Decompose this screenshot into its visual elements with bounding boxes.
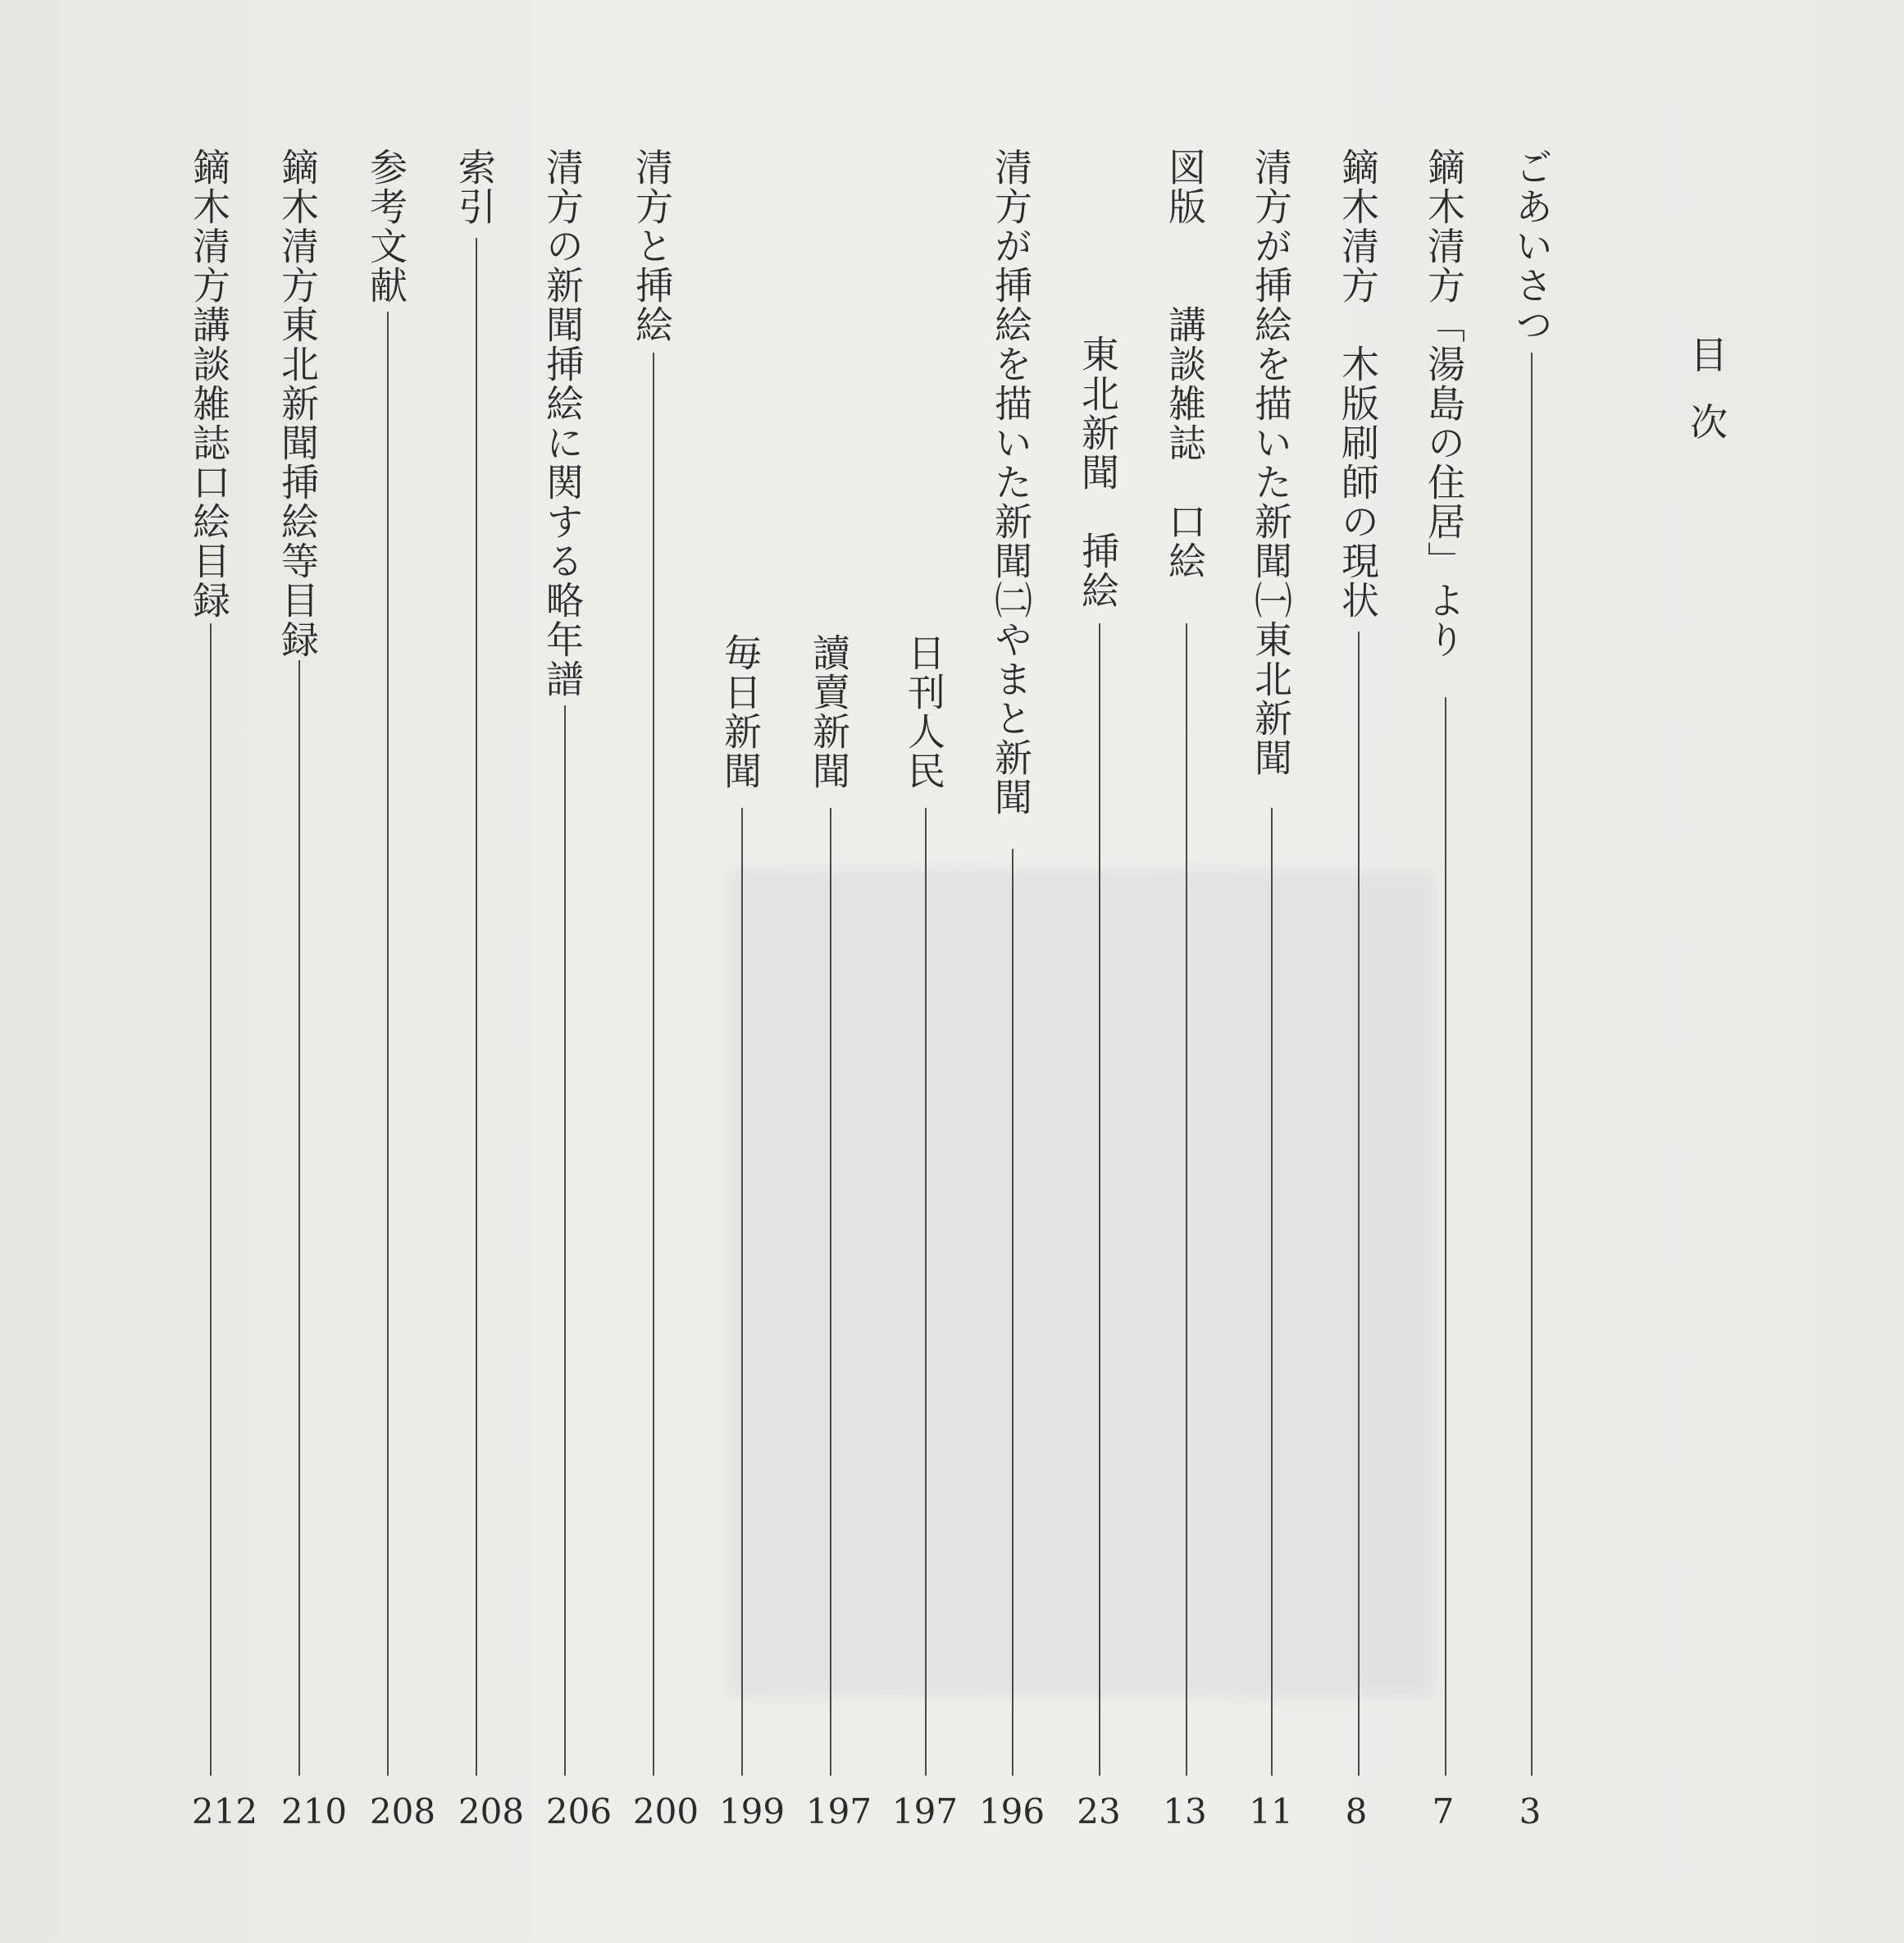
toc-entry-title: 清方が挿絵を描いた新聞㈡やまと新聞 xyxy=(989,148,1033,817)
toc-page-number: 8 xyxy=(1345,1791,1368,1831)
toc-page-number: 199 xyxy=(718,1791,786,1831)
toc-leader-line xyxy=(830,808,831,1776)
toc-page-number: 210 xyxy=(280,1791,348,1831)
toc-page-number: 3 xyxy=(1519,1791,1542,1831)
toc-entry-title: 鏑木清方 木版刷師の現状 xyxy=(1336,148,1380,620)
toc-page-number: 212 xyxy=(191,1791,258,1831)
toc-leader-line xyxy=(1012,849,1013,1776)
toc-entry-title: 鏑木清方講談雑誌口絵目録 xyxy=(187,148,231,620)
toc-entry-title: 清方と挿絵 xyxy=(630,148,674,344)
toc-leader-line xyxy=(298,660,300,1776)
toc-leader-line xyxy=(1271,808,1273,1776)
toc-page-number: 206 xyxy=(545,1791,613,1831)
toc-page-number: 23 xyxy=(1077,1791,1121,1831)
toc-leader-line xyxy=(387,312,389,1776)
toc-title xyxy=(1683,333,1735,445)
toc-leader-line xyxy=(1531,353,1533,1776)
toc-leader-line xyxy=(741,808,743,1776)
toc-entry-title: 索引 xyxy=(453,148,497,226)
toc-page-number: 197 xyxy=(805,1791,872,1831)
toc-page-number: 197 xyxy=(891,1791,959,1831)
toc-leader-line xyxy=(1099,623,1100,1776)
toc-entry-title: 讀賣新聞 xyxy=(807,633,851,791)
toc-page-number: 196 xyxy=(978,1791,1045,1831)
toc-entry-title: 鏑木清方東北新聞挿絵等目録 xyxy=(276,148,320,659)
toc-entry-title: 参考文献 xyxy=(364,148,408,305)
toc-leader-line xyxy=(1186,623,1187,1776)
toc-page-number: 208 xyxy=(369,1791,436,1831)
toc-entry-title: 東北新聞 挿絵 xyxy=(1076,335,1120,610)
toc-page-number: 208 xyxy=(458,1791,525,1831)
toc-page-number: 13 xyxy=(1163,1791,1207,1831)
toc-leader-line xyxy=(1445,697,1446,1776)
toc-entry-title: 清方の新聞挿絵に関する略年譜 xyxy=(540,148,585,699)
toc-leader-line xyxy=(1358,632,1360,1776)
toc-entry-title: 鏑木清方「湯島の住居」より xyxy=(1422,148,1466,659)
toc-entry-title: 清方が挿絵を描いた新聞㈠東北新聞 xyxy=(1249,148,1293,778)
toc-leader-line xyxy=(925,808,927,1776)
toc-title-char: 目 xyxy=(1690,333,1728,377)
toc-entry-title: 図版 講談雑誌 口絵 xyxy=(1163,148,1207,581)
toc-entry-title: 日刊人民 xyxy=(902,633,946,791)
toc-entry-title: ごあいさつ xyxy=(1510,148,1554,344)
toc-page-number: 200 xyxy=(632,1791,699,1831)
toc-leader-line xyxy=(653,353,654,1776)
toc-title-char: 次 xyxy=(1690,400,1728,445)
toc-leader-line xyxy=(564,705,566,1776)
show-through-shadow xyxy=(730,869,1435,1698)
toc-entry-title: 毎日新聞 xyxy=(718,633,763,791)
toc-page-number: 11 xyxy=(1249,1791,1293,1831)
toc-leader-line xyxy=(476,238,477,1776)
toc-leader-line xyxy=(210,623,212,1776)
toc-page-number: 7 xyxy=(1432,1791,1455,1831)
